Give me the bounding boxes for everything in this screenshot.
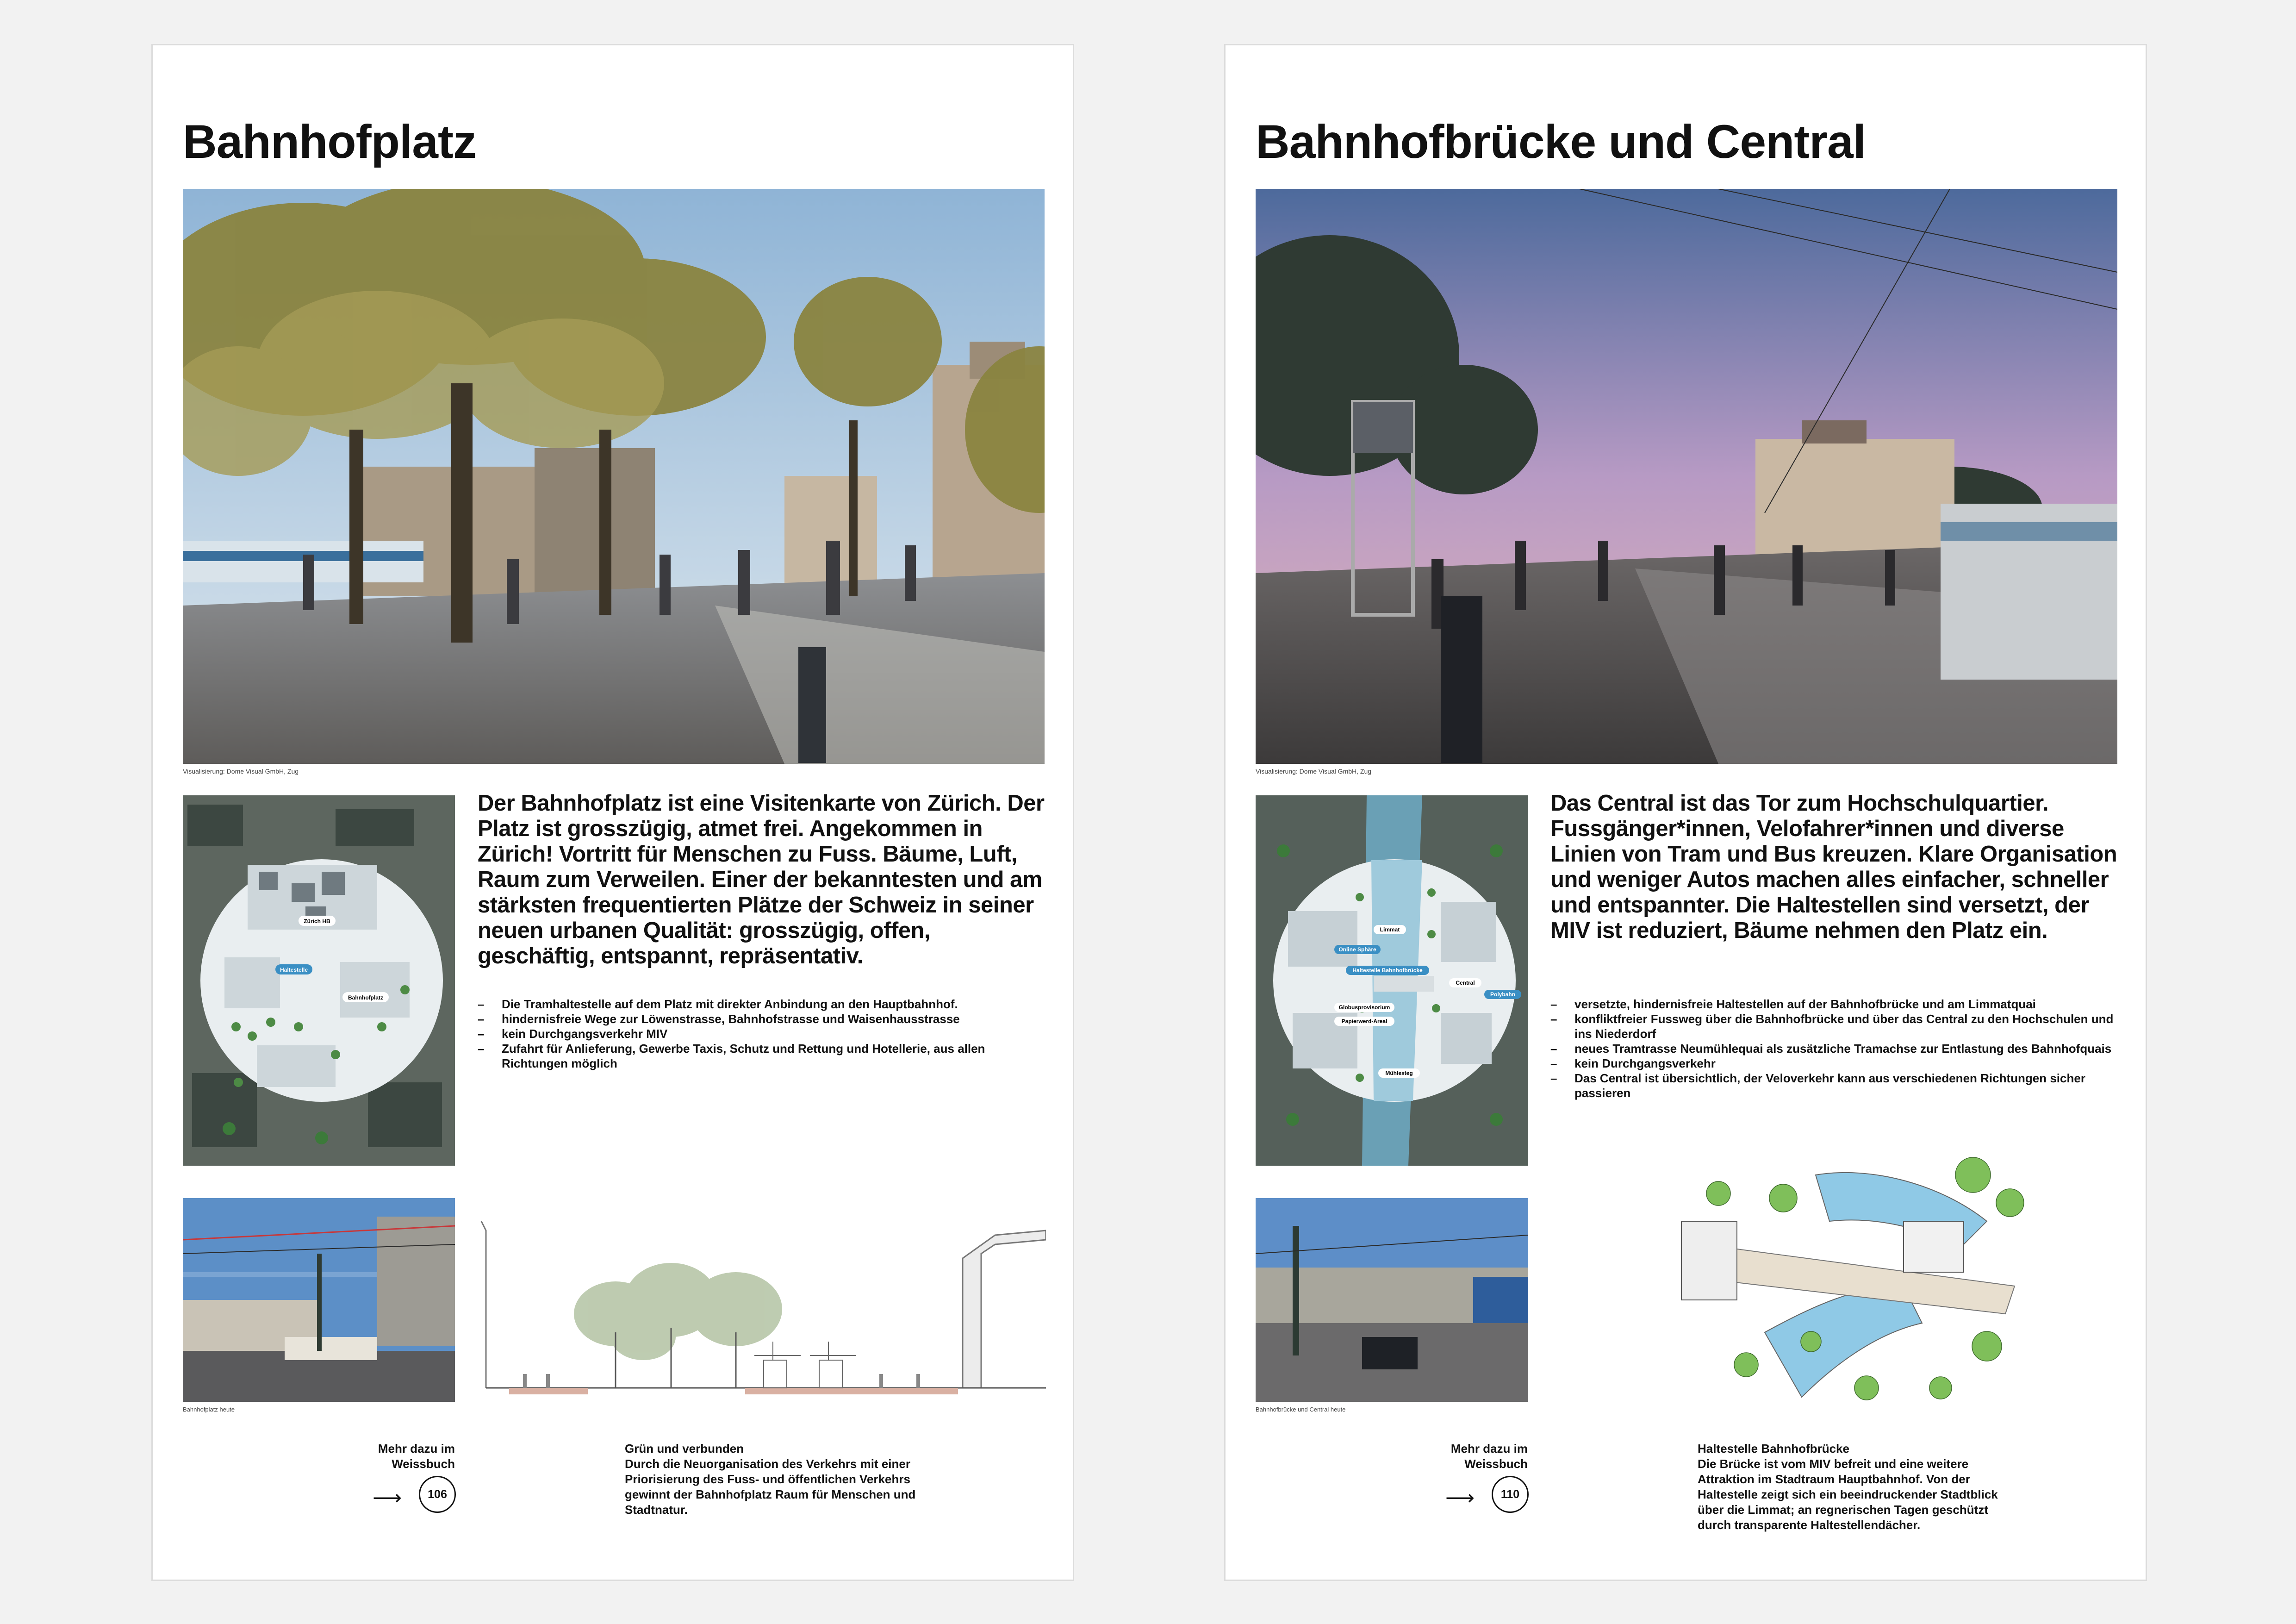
aerial-sketch-bahnhofbruecke (1663, 1147, 2042, 1434)
page-bahnhofbruecke-central (1224, 44, 2147, 1581)
map-label-zurich-hb: Zürich HB (304, 918, 330, 924)
caption-title: Grün und verbunden (625, 1442, 744, 1455)
more-line-2: Weissbuch (392, 1457, 455, 1471)
map-label-papierwerd: Papierwerd-Areal (1341, 1018, 1388, 1024)
photo-current-central (1256, 1198, 1528, 1402)
photo-current-bahnhofplatz (183, 1198, 455, 1402)
caption-body: Die Brücke ist vom MIV befreit und eine weitere Attraktion im Stadtraum Hauptbahnhof. Von der Haltestelle zeigt sich ein beeindruckender Stadtblick über die Limmat; an regnerischen Tagen geschützt durch transparente Haltestellendächer. (1698, 1457, 1998, 1532)
caption-title: Haltestelle Bahnhofbrücke (1698, 1442, 1849, 1455)
map-label-bahnhofplatz: Bahnhofplatz (348, 994, 383, 1001)
page-bahnhofplatz (151, 44, 1074, 1581)
more-in-weissbuch (1425, 1441, 1528, 1472)
list-item: – kein Durchgangsverkehr MIV (478, 1026, 1052, 1041)
map-label-haltestelle-bruecke: Haltestelle Bahnhofbrücke (1352, 967, 1423, 974)
photo-caption: Bahnhofplatz heute (183, 1406, 235, 1413)
page-reference-link[interactable] (1445, 1476, 1529, 1513)
list-item: – versetzte, hindernisfreie Haltestellen auf der Bahnhofbrücke und am Limmatquai (1550, 997, 2124, 1012)
lead-text: Der Bahnhofplatz ist eine Visitenkarte von Zürich. Der Platz ist grosszügig, atmet frei. Angekommen in Zürich! Vortritt für Menschen zu Fuss. Bäume, Luft, Raum zum Verweilen. Einer der bekanntesten und am stärksten frequentierten Plätze der Schweiz in seiner neuen urbanen Qualität: grosszügig, offen, geschäftig, entspannt, repräsentativ. (478, 791, 1045, 968)
list-item: – konfliktfreier Fussweg über die Bahnhofbrücke und über das Central zu den Hochschulen und ins Niederdorf (1550, 1012, 2124, 1041)
map-label-polybahn: Polybahn (1490, 991, 1516, 998)
map-label-haltestelle: Haltestelle (280, 967, 308, 973)
page-title: Bahnhofbrücke und Central (1256, 115, 1866, 168)
page-number-badge: 106 (419, 1476, 456, 1513)
hero-visualisation-central (1256, 189, 2117, 764)
arrow-right-icon: ⟶ (373, 1487, 402, 1509)
page-title: Bahnhofplatz (183, 115, 476, 168)
hero-credit: Visualisierung: Dome Visual GmbH, Zug (1256, 768, 1372, 775)
page-number-badge: 110 (1492, 1476, 1529, 1513)
more-in-weissbuch (352, 1441, 455, 1472)
list-item: – neues Tramtrasse Neumühlequai als zusätzliche Tramachse zur Entlastung des Bahnhofquais (1550, 1041, 2124, 1056)
caption-body: Durch die Neuorganisation des Verkehrs mit einer Priorisierung des Fuss- und öffentlichen Verkehrs gewinnt der Bahnhofplatz Raum für Menschen und Stadtnatur. (625, 1457, 916, 1517)
map-label-central: Central (1456, 980, 1475, 986)
street-section-drawing (477, 1221, 1046, 1453)
site-map-central (1256, 795, 1528, 1166)
map-label-globusprovisorium: Globusprovisorium (1338, 1004, 1390, 1011)
list-item: – Die Tramhaltestelle auf dem Platz mit direkter Anbindung an den Hauptbahnhof. (478, 997, 1052, 1012)
map-label-muehlesteg: Mühlesteg (1385, 1070, 1413, 1076)
lead-text: Das Central ist das Tor zum Hochschulquartier. Fussgänger*innen, Velofahrer*innen und diverse Linien von Tram und Bus kreuzen. Klare Organisation und weniger Autos machen alles einfacher, schneller und entspannter. Die Haltestellen sind versetzt, der MIV ist reduziert, Bäume nehmen den Platz ein. (1550, 791, 2117, 943)
hero-visualisation-bahnhofplatz (183, 189, 1045, 764)
page-reference-link[interactable] (373, 1476, 456, 1513)
list-item: – Zufahrt für Anlieferung, Gewerbe Taxis, Schutz und Rettung und Hotellerie, aus allen Richtungen möglich (478, 1041, 1052, 1071)
map-label-limmat: Limmat (1380, 926, 1400, 933)
hero-credit: Visualisierung: Dome Visual GmbH, Zug (183, 768, 299, 775)
map-label-online-sphere: Online Sphäre (1338, 946, 1376, 953)
more-line-2: Weissbuch (1464, 1457, 1528, 1471)
bullet-list (478, 997, 1052, 1071)
more-line-1: Mehr dazu im (378, 1442, 455, 1455)
more-line-1: Mehr dazu im (1450, 1442, 1528, 1455)
list-item: – kein Durchgangsverkehr (1550, 1056, 2124, 1071)
bullet-list (1550, 997, 2124, 1100)
list-item: – hindernisfreie Wege zur Löwenstrasse, Bahnhofstrasse und Waisenhausstrasse (478, 1012, 1052, 1026)
photo-caption: Bahnhofbrücke und Central heute (1256, 1406, 1346, 1413)
list-item: – Das Central ist übersichtlich, der Veloverkehr kann aus verschiedenen Richtungen sicher passieren (1550, 1071, 2124, 1100)
site-map-bahnhofplatz (183, 795, 455, 1166)
arrow-right-icon: ⟶ (1445, 1487, 1475, 1509)
